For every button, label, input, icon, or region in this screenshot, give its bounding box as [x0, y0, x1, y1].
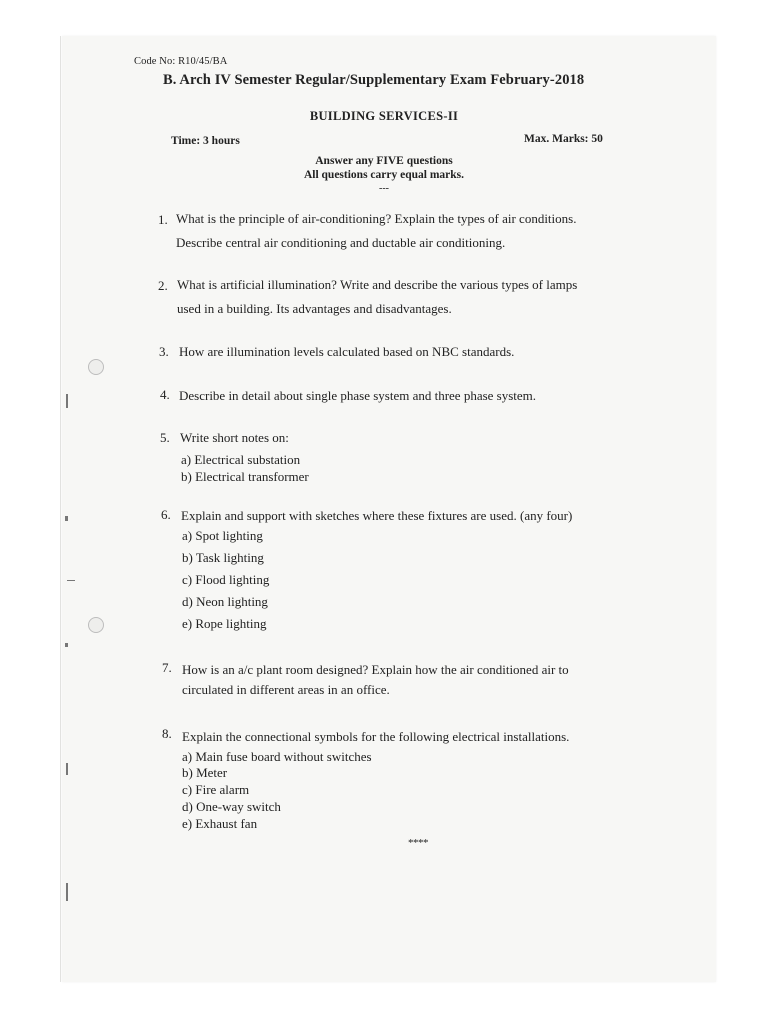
end-of-paper-mark: ****: [408, 837, 428, 849]
question-1-line-2: Describe central air conditioning and ductable air conditioning.: [176, 235, 506, 250]
question-3-line-1: How are illumination levels calculated based on NBC standards.: [179, 344, 515, 359]
question-8-item-c: c) Fire alarm: [182, 782, 250, 797]
question-6-item-d: d) Neon lighting: [182, 594, 268, 609]
punch-hole-top: [88, 359, 104, 375]
question-5-line-1: Write short notes on:: [180, 430, 289, 445]
scan-mark: [67, 580, 75, 581]
scan-mark: [65, 643, 68, 647]
question-6-line-1: Explain and support with sketches where these fixtures are used. (any four): [181, 508, 573, 523]
instruction-equal-marks: All questions carry equal marks.: [303, 169, 465, 181]
question-5-item-b: b) Electrical transformer: [181, 469, 309, 484]
scan-mark: [66, 394, 68, 408]
question-8-item-b: b) Meter: [182, 765, 228, 780]
question-2-line-2: used in a building. Its advantages and disadvantages.: [177, 301, 452, 316]
subject-title: BUILDING SERVICES-II: [309, 109, 459, 123]
question-8-number: 8.: [162, 726, 172, 741]
question-8-line-1: Explain the connectional symbols for the following electrical installations.: [182, 729, 570, 744]
question-6-item-a: a) Spot lighting: [182, 528, 263, 543]
question-5-number: 5.: [160, 430, 170, 445]
question-8-item-e: e) Exhaust fan: [182, 816, 258, 831]
question-2-line-1: What is artificial illumination? Write and describe the various types of lamps: [177, 277, 578, 292]
max-marks: Max. Marks: 50: [524, 133, 603, 145]
punch-hole-bottom: [88, 617, 104, 633]
question-6-item-e: e) Rope lighting: [182, 616, 267, 631]
question-6-item-c: c) Flood lighting: [182, 572, 270, 587]
scan-mark: [66, 883, 68, 901]
question-5-item-a: a) Electrical substation: [181, 452, 301, 467]
question-6-item-b: b) Task lighting: [182, 550, 264, 565]
question-1-line-1: What is the principle of air-conditioning? Explain the types of air conditions.: [176, 211, 577, 226]
code-number: Code No: R10/45/BA: [134, 56, 228, 67]
question-6-number: 6.: [161, 507, 171, 522]
exam-title: B. Arch IV Semester Regular/Supplementary Exam February-2018: [163, 72, 585, 88]
scan-mark: [65, 516, 68, 521]
question-1-number: 1.: [158, 212, 168, 227]
instruction-answer-five: Answer any FIVE questions: [315, 155, 453, 167]
question-4-number: 4.: [160, 387, 170, 402]
question-3-number: 3.: [159, 344, 169, 359]
question-2-number: 2.: [158, 278, 168, 293]
question-7-line-2: circulated in different areas in an office.: [182, 682, 390, 697]
question-4-line-1: Describe in detail about single phase system and three phase system.: [179, 388, 537, 403]
question-8-item-d: d) One-way switch: [182, 799, 281, 814]
exam-duration: Time: 3 hours: [171, 135, 240, 147]
header-separator: ---: [379, 183, 389, 194]
scan-mark: [66, 763, 68, 775]
question-8-item-a: a) Main fuse board without switches: [182, 749, 372, 764]
question-7-line-1: How is an a/c plant room designed? Explain how the air conditioned air to: [182, 662, 569, 677]
question-7-number: 7.: [162, 660, 172, 675]
